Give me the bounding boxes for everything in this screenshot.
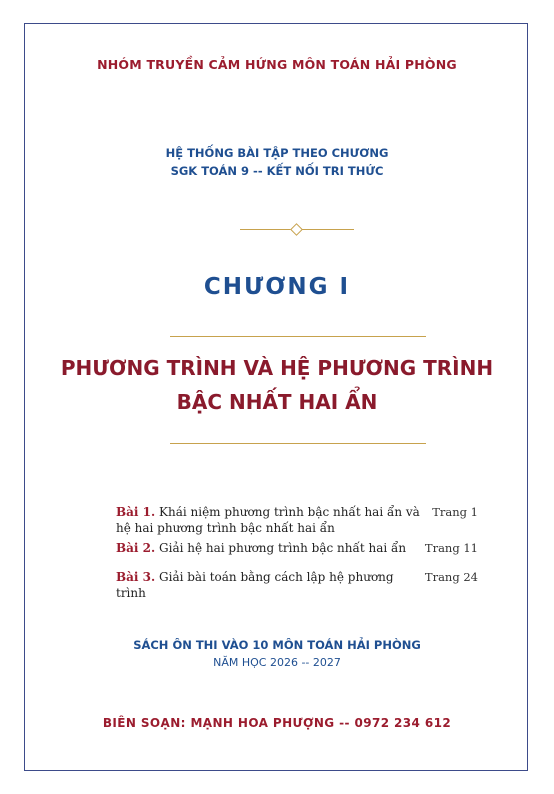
toc-item-page: Trang 1 [432,505,478,519]
toc-item-text: Giải bài toán bằng cách lập hệ phương trình [116,570,394,600]
chapter-title-line1: PHƯƠNG TRÌNH VÀ HỆ PHƯƠNG TRÌNH [60,356,494,380]
toc-item-number: Bài 2. [116,541,156,555]
toc-item-page: Trang 24 [424,570,478,584]
book-title: SÁCH ÔN THI VÀO 10 MÔN TOÁN HẢI PHÒNG [133,638,421,652]
diamond-icon [290,223,303,236]
ornament-line-right [302,229,354,230]
toc-item[interactable] [116,504,486,536]
toc-item-number: Bài 3. [116,570,156,584]
series-title-line2: SGK TOÁN 9 -- KẾT NỐI TRI THỨC [170,164,384,178]
toc-item[interactable] [116,569,486,601]
group-title: NHÓM TRUYỀN CẢM HỨNG MÔN TOÁN HẢI PHÒNG [97,57,457,72]
divider-bottom [170,443,426,444]
chapter-title-line2: BẬC NHẤT HAI ẨN [176,390,378,414]
chapter-label: CHƯƠNG I [203,274,351,300]
decorative-ornament [240,224,354,236]
ornament-line-left [240,229,292,230]
toc-item-number: Bài 1. [116,505,156,519]
author-credit: BIÊN SOẠN: MẠNH HOA PHƯỢNG -- 0972 234 612 [102,716,452,730]
divider-top [170,336,426,337]
toc-item[interactable] [116,540,486,556]
toc-item-text: Giải hệ hai phương trình bậc nhất hai ẩn [159,541,407,555]
toc-item-page: Trang 11 [424,541,478,555]
school-year: NĂM HỌC 2026 -- 2027 [213,656,341,669]
series-title-line1: HỆ THỐNG BÀI TẬP THEO CHƯƠNG [165,146,389,160]
toc-item-text: Khái niệm phương trình bậc nhất hai ẩn và hệ hai phương trình bậc nhất hai ẩn [116,505,420,535]
